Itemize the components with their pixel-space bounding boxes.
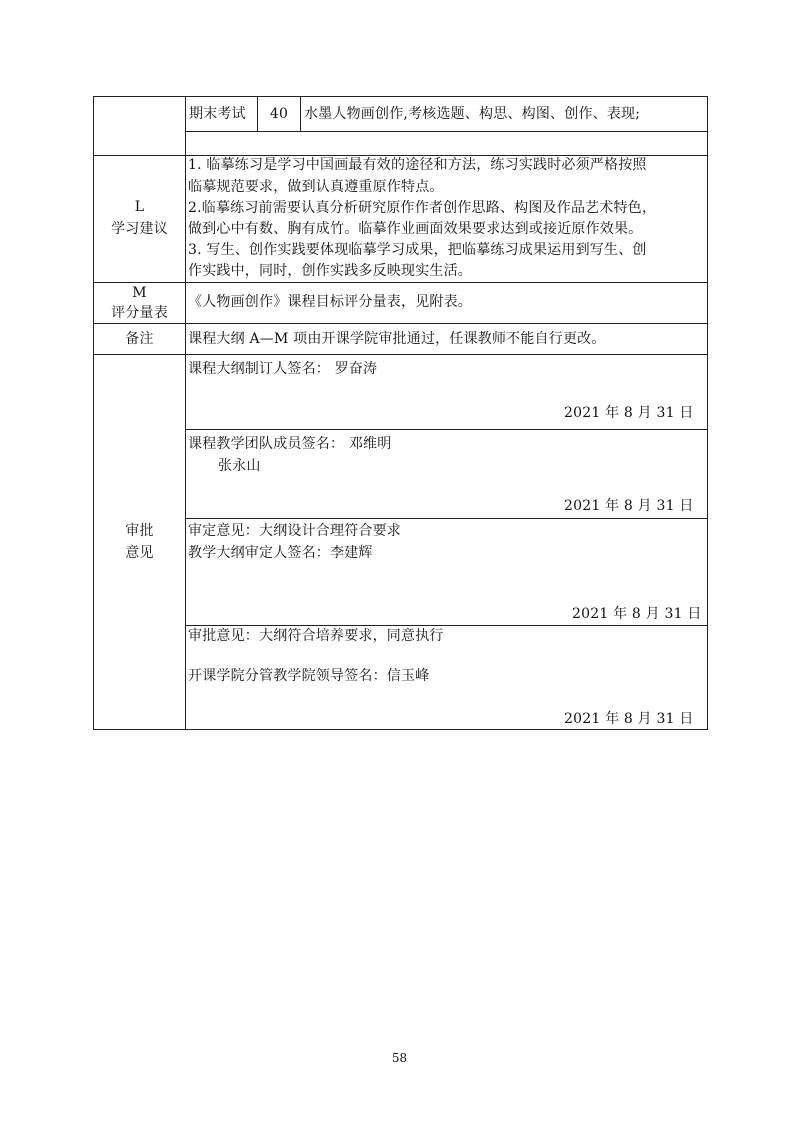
table-border-left [93, 96, 94, 730]
table-rule [185, 429, 708, 430]
section-l-code: L [134, 199, 145, 215]
approval-block1-date: 2021 年 8 月 31 日 [564, 405, 694, 421]
approval-block4-date: 2021 年 8 月 31 日 [564, 711, 694, 727]
section-l-line: 临摹规范要求，做到认真遵重原作特点。 [188, 179, 444, 195]
table-rule [185, 518, 708, 519]
approval-block4-signer: 开课学院分管教学院领导签名：信玉峰 [188, 668, 430, 684]
approval-title-line2: 意见 [125, 545, 154, 561]
section-l-line: 2.临摹练习前需要认真分析研究原作作者创作思路、构图及作品艺术特色， [188, 200, 657, 216]
approval-block1-signer: 课程大纲制订人签名： 罗奋涛 [188, 361, 378, 377]
table-border-right [707, 96, 708, 730]
approval-block3-date: 2021 年 8 月 31 日 [572, 606, 702, 622]
approval-block3-signer: 教学大纲审定人签名：李建辉 [188, 545, 373, 561]
approval-block2-signer: 课程教学团队成员签名： 邓维明 [188, 436, 392, 452]
section-l-line: 1. 临摹练习是学习中国画最有效的途径和方法，练习实践时必须严格按照 [188, 157, 647, 173]
section-m-content: 《人物画创作》课程目标评分量表，见附表。 [188, 294, 472, 310]
approval-block4-opinion: 审批意见：大纲符合培养要求，同意执行 [188, 628, 444, 644]
approval-block2-signer2: 张永山 [218, 458, 261, 474]
section-m-code: M [132, 285, 147, 301]
approval-block2-date: 2021 年 8 月 31 日 [564, 498, 694, 514]
section-l-line: 做到心中有数、胸有成竹。临摹作业画面效果要求达到或接近原作效果。 [188, 221, 643, 237]
table-column-divider [300, 96, 301, 131]
remarks-title: 备注 [125, 331, 154, 347]
section-l-title: 学习建议 [111, 221, 168, 237]
approval-title-line1: 审批 [125, 523, 154, 539]
exam-content: 水墨人物画创作,考核选题、构思、构图、创作、表现; [304, 106, 641, 122]
section-l-line: 作实践中，同时，创作实践多反映现实生活。 [188, 263, 472, 279]
exam-weight: 40 [269, 106, 289, 122]
section-l-line: 3. 写生、创作实践要体现临摹学习成果，把临摹练习成果运用到写生、创 [188, 242, 647, 258]
table-rule [185, 131, 708, 132]
page-number: 58 [391, 1051, 408, 1065]
section-m-title: 评分量表 [111, 305, 168, 321]
remarks-content: 课程大纲 A—M 项由开课学院审批通过，任课教师不能自行更改。 [188, 331, 606, 347]
approval-block3-opinion: 审定意见：大纲设计合理符合要求 [188, 523, 401, 539]
table-column-divider [185, 96, 186, 730]
exam-label: 期末考试 [189, 106, 246, 122]
